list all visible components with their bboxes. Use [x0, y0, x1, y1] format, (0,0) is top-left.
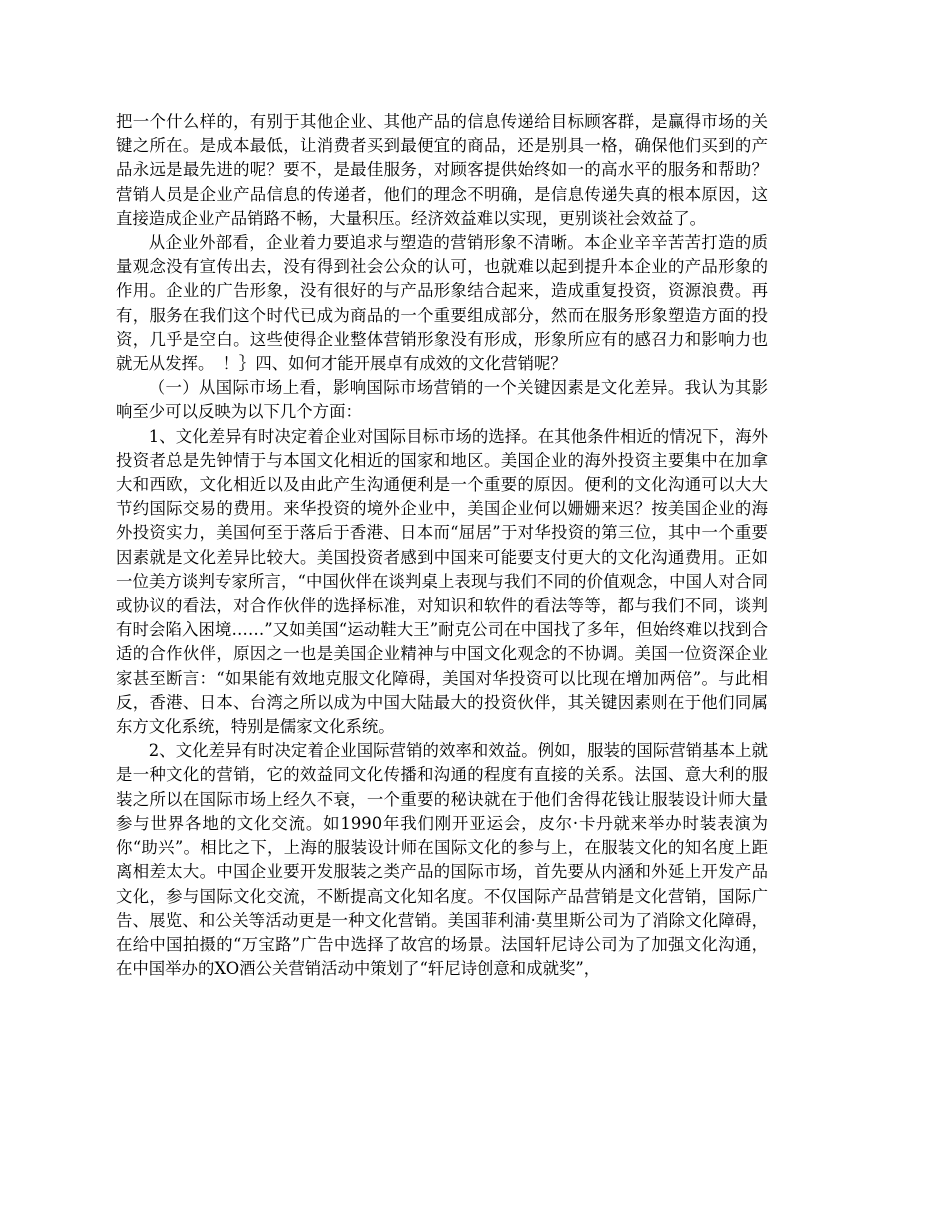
paragraph-external-image: 从企业外部看，企业着力要追求与塑造的营销形象不清晰。本企业辛辛苦苦打造的质量观念没有宣传出去，没有得到社会公众的认可，也就难以起到提升本企业的产品形象的作用。企业的广告形象，没有很好的与产品形象结合起来，造成重复投资，资源浪费。再有，服务在我们这个时代已成为商品的一个重要组成部分，然而在服务形象塑造方面的投资，几乎是空白。这些使得企业整体营销形象没有形成，形象所应有的感召力和影响力也就无从发挥。 ！｝四、如何才能开展卓有成效的文化营销呢？ [116, 233, 768, 374]
paragraph-international-market: （一）从国际市场上看，影响国际市场营销的一个关键因素是文化差异。我认为其影响至少可以反映为以下几个方面： [116, 378, 768, 422]
paragraph-point-2: 2、文化差异有时决定着企业国际营销的效率和效益。例如，服装的国际营销基本上就是一种文化的营销，它的效益同文化传播和沟通的程度有直接的关系。法国、意大利的服装之所以在国际市场上经久不衰，一个重要的秘诀就在于他们舍得花钱让服装设计师大量参与世界各地的文化交流。如1990年我们刚开亚运会，皮尔·卡丹就来举办时装表演为你“助兴”。相比之下，上海的服装设计师在国际文化的参与上，在服装文化的知名度上距离相差太大。中国企业要开发服装之类产品的国际市场，首先要从内涵和外延上开发产品文化，参与国际文化交流，不断提高文化知名度。不仅国际产品营销是文化营销，国际广告、展览、和公关等活动更是一种文化营销。美国菲利浦·莫里斯公司为了消除文化障碍，在给中国拍摄的“万宝路”广告中选择了故宫的场景。法国轩尼诗公司为了加强文化沟通，在中国举办的XO酒公关营销活动中策划了“轩尼诗创意和成就奖”， [116, 741, 768, 979]
paragraph-product-message: 把一个什么样的，有别于其他企业、其他产品的信息传递给目标顾客群，是赢得市场的关键之所在。是成本最低，让消费者买到最便宜的商品，还是别具一格，确保他们买到的产品永远是最先进的呢？要不，是最佳服务，对顾客提供始终如一的高水平的服务和帮助？营销人员是企业产品信息的传递者，他们的理念不明确，是信息传递失真的根本原因，这直接造成企业产品销路不畅，大量积压。经济效益难以实现，更别谈社会效益了。 [116, 112, 768, 228]
document-page [116, 110, 768, 981]
paragraph-point-1: 1、文化差异有时决定着企业对国际目标市场的选择。在其他条件相近的情况下，海外投资者总是先钟情于与本国文化相近的国家和地区。美国企业的海外投资主要集中在加拿大和西欧，文化相近以及由此产生沟通便利是一个重要的原因。便利的文化沟通可以大大节约国际交易的费用。来华投资的境外企业中，美国企业何以姗姗来迟？按美国企业的海外投资实力，美国何至于落后于香港、日本而“屈居”于对华投资的第三位，其中一个重要因素就是文化差异比较大。美国投资者感到中国来可能要支付更大的文化沟通费用。正如一位美方谈判专家所言，“中国伙伴在谈判桌上表现与我们不同的价值观念，中国人对合同或协议的看法，对合作伙伴的选择标准，对知识和软件的看法等等，都与我们不同，谈判有时会陷入困境……”又如美国“运动鞋大王”耐克公司在中国找了多年，但始终难以找到合适的合作伙伴，原因之一也是美国企业精神与中国文化观念的不协调。美国一位资深企业家甚至断言：“如果能有效地克服文化障碍，美国对华投资可以比现在增加两倍”。与此相反，香港、日本、台湾之所以成为中国大陆最大的投资伙伴，其关键因素则在于他们同属东方文化系统，特别是儒家文化系统。 [116, 426, 768, 737]
